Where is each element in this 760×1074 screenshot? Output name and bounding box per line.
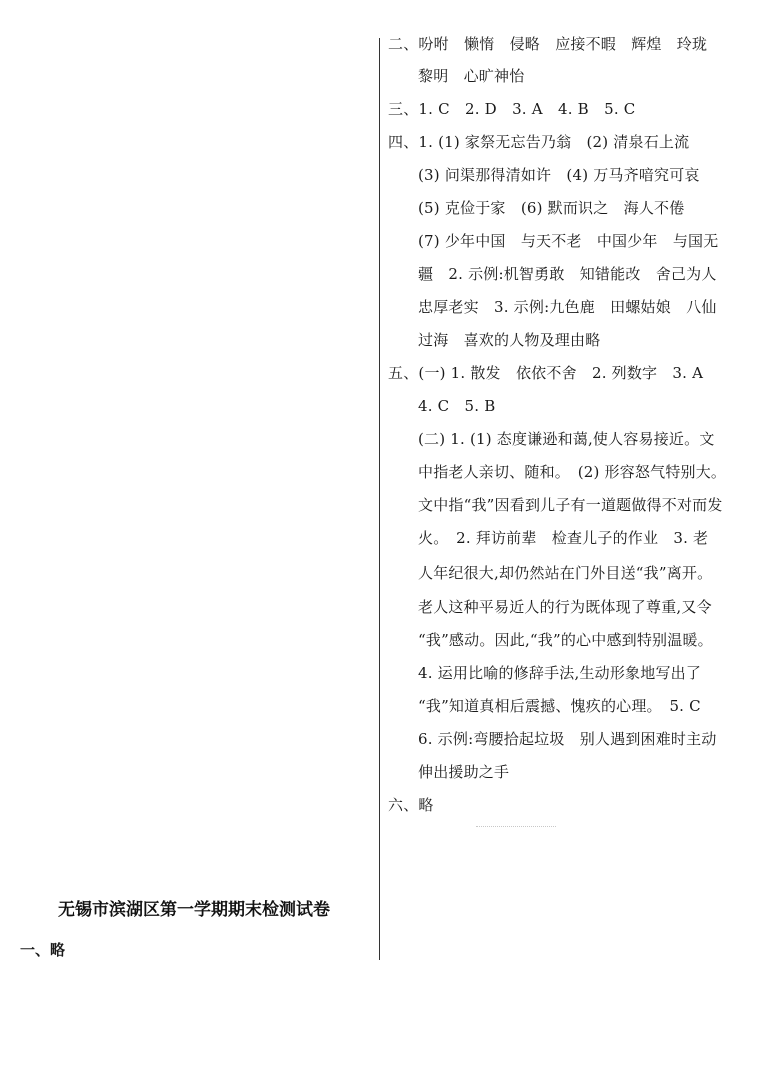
answer-line: 4. 运用比喻的修辞手法,生动形象地写出了 bbox=[418, 664, 702, 682]
faint-dotted-mark bbox=[476, 826, 556, 831]
answer-line: 文中指“我”因看到儿子有一道题做得不对而发 bbox=[418, 496, 723, 514]
answer-line: (5) 克俭于家 (6) 默而识之 海人不倦 bbox=[418, 199, 685, 217]
answer-line: 4. C 5. B bbox=[418, 397, 496, 415]
answer-line: 黎明 心旷神怡 bbox=[418, 67, 525, 85]
answer-line: “我”知道真相后震撼、愧疚的心理。 5. C bbox=[418, 697, 701, 715]
answer-line: 火。 2. 拜访前辈 检查儿子的作业 3. 老 bbox=[418, 529, 709, 547]
answer-line: 人年纪很大,却仍然站在门外目送“我”离开。 bbox=[418, 564, 713, 582]
answer-line: 中指老人亲切、随和。 (2) 形容怒气特别大。 bbox=[418, 463, 727, 481]
answer-line: 六、略 bbox=[388, 796, 434, 814]
answer-line: 6. 示例:弯腰拾起垃圾 别人遇到困难时主动 bbox=[418, 730, 717, 748]
answer-line: 三、1. C 2. D 3. A 4. B 5. C bbox=[388, 100, 636, 118]
answer-line: 忠厚老实 3. 示例:九色鹿 田螺姑娘 八仙 bbox=[418, 298, 717, 316]
answer-line: 伸出援助之手 bbox=[418, 763, 510, 781]
column-divider bbox=[379, 38, 380, 960]
answer-line: 二、吩咐 懒惰 侵略 应接不暇 辉煌 玲珑 bbox=[388, 35, 708, 53]
answer-line: (7) 少年中国 与天不老 中国少年 与国无 bbox=[418, 232, 719, 250]
answer-line: 过海 喜欢的人物及理由略 bbox=[418, 331, 601, 349]
answer-line: “我”感动。因此,“我”的心中感到特别温暖。 bbox=[418, 631, 713, 649]
answer-line: 疆 2. 示例:机智勇敢 知错能改 舍己为人 bbox=[418, 265, 717, 283]
answer-line: 四、1. (1) 家祭无忘告乃翁 (2) 清泉石上流 bbox=[388, 133, 690, 151]
exam-title: 无锡市滨湖区第一学期期末检测试卷 bbox=[58, 900, 330, 920]
answer-line: 五、(一) 1. 散发 依依不舍 2. 列数字 3. A bbox=[388, 364, 704, 382]
answer-line: (3) 问渠那得清如许 (4) 万马齐喑究可哀 bbox=[418, 166, 700, 184]
section-one-answer: 一、略 bbox=[20, 941, 66, 959]
answer-line: 老人这种平易近人的行为既体现了尊重,又令 bbox=[418, 598, 712, 616]
answer-line: (二) 1. (1) 态度谦逊和蔼,使人容易接近。文 bbox=[418, 430, 715, 448]
